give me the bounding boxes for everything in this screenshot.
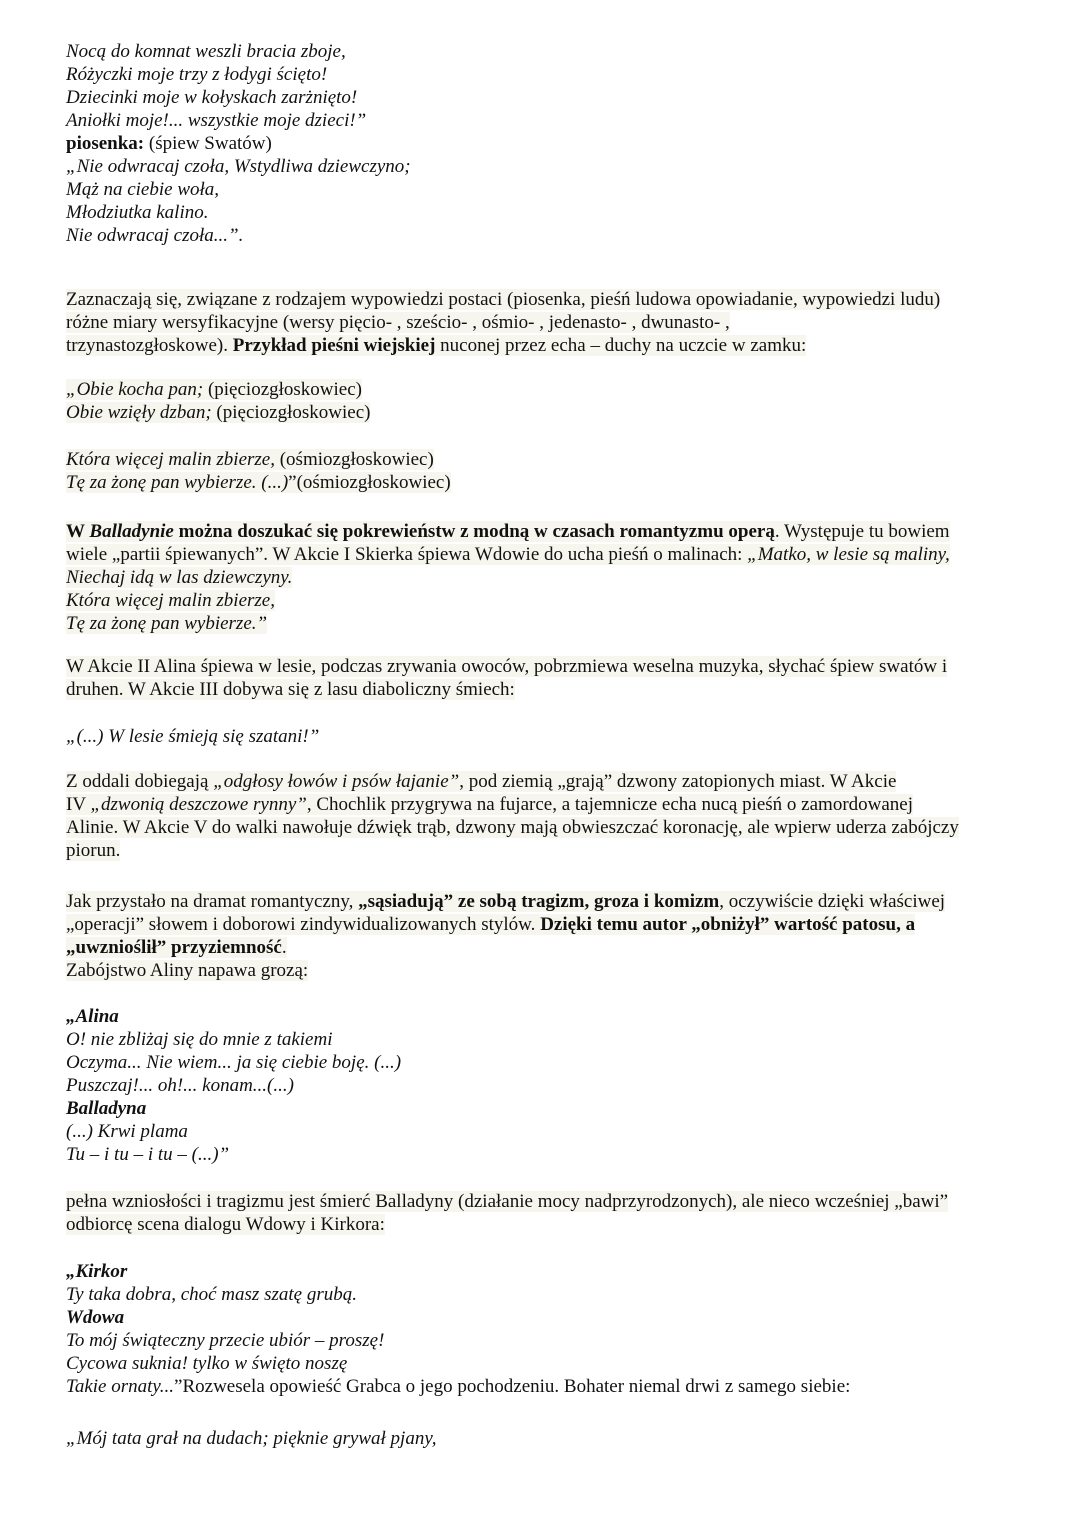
text-segment: piosenka: bbox=[66, 133, 145, 154]
text-line bbox=[66, 1283, 1026, 1306]
text-segment: „operacji” słowem i doborowi zindywidualizowanych stylów. bbox=[66, 914, 541, 935]
text-segment: (pięciozgłoskowiec) bbox=[203, 379, 363, 400]
paragraph bbox=[66, 520, 1026, 635]
text-line bbox=[66, 1051, 1026, 1074]
text-line bbox=[66, 543, 1026, 566]
text-line bbox=[66, 913, 1026, 936]
text-segment: „Alina bbox=[66, 1006, 119, 1027]
text-line bbox=[66, 816, 1026, 839]
paragraph bbox=[66, 725, 1026, 748]
text-segment: Takie ornaty... bbox=[66, 1376, 175, 1397]
text-line bbox=[66, 589, 1026, 612]
text-segment: Która więcej malin zbierze, bbox=[66, 590, 275, 611]
text-line bbox=[66, 839, 1026, 862]
text-segment: piorun. bbox=[66, 840, 121, 861]
text-line bbox=[66, 1143, 1026, 1166]
text-segment: „Kirkor bbox=[66, 1261, 128, 1282]
text-segment: wiele „partii śpiewanych”. W Akcie I Skierka śpiewa Wdowie do ucha pieśń o malinach: bbox=[66, 544, 748, 565]
text-segment: Balladyna bbox=[66, 1098, 147, 1119]
text-line bbox=[66, 566, 1026, 589]
text-line bbox=[66, 109, 1026, 132]
text-segment: Tę za żonę pan wybierze.” bbox=[66, 613, 268, 634]
text-segment: W Akcie II Alina śpiewa w lesie, podczas zrywania owoców, pobrzmiewa weselna muzyka, słychać śpiew swatów i bbox=[66, 656, 948, 677]
text-line bbox=[66, 1427, 1026, 1450]
text-line bbox=[66, 178, 1026, 201]
text-line bbox=[66, 132, 1026, 155]
text-segment: Nocą do komnat weszli bracia zboje, bbox=[66, 41, 346, 62]
text-line bbox=[66, 40, 1026, 63]
text-line bbox=[66, 1028, 1026, 1051]
text-segment: (pięciozgłoskowiec) bbox=[211, 402, 371, 423]
text-segment: Balladynie bbox=[89, 521, 174, 542]
text-segment: Obie wzięły dzban; bbox=[66, 402, 212, 423]
text-segment: ”Rozwesela opowieść Grabca o jego pochodzeniu. Bohater niemal drwi z samego siebie: bbox=[174, 1376, 851, 1397]
text-line bbox=[66, 471, 1026, 494]
text-segment: Tę za żonę pan wybierze. (...) bbox=[66, 472, 289, 493]
text-segment: Niechaj idą w las dziewczyny. bbox=[66, 567, 293, 588]
text-segment: nuconej przez echa – duchy na uczcie w zamku: bbox=[435, 335, 807, 356]
paragraph bbox=[66, 288, 1026, 357]
text-segment: Oczyma... Nie wiem... ja się ciebie boję. (...) bbox=[66, 1052, 402, 1073]
text-segment: pełna wzniosłości i tragizmu jest śmierć Balladyny (działanie mocy nadprzyrodzonych), ale nieco wcześniej „bawi” bbox=[66, 1191, 949, 1212]
text-segment: Tu – i tu – i tu – (...)” bbox=[66, 1144, 230, 1165]
text-segment: (ośmiozgłoskowiec) bbox=[274, 449, 434, 470]
text-line bbox=[66, 1005, 1026, 1028]
text-line bbox=[66, 890, 1026, 913]
text-line bbox=[66, 1375, 1026, 1398]
text-segment: Mąż na ciebie woła, bbox=[66, 179, 220, 200]
text-line bbox=[66, 1074, 1026, 1097]
text-segment: „Matko, w lesie są maliny, bbox=[747, 544, 950, 565]
text-segment: Aniołki moje!... wszystkie moje dzieci!” bbox=[66, 110, 367, 131]
text-segment: „Mój tata grał na dudach; pięknie grywał pjany, bbox=[66, 1428, 437, 1449]
text-line bbox=[66, 1120, 1026, 1143]
text-line bbox=[66, 311, 1026, 334]
text-segment: Cycowa suknia! tylko w święto noszę bbox=[66, 1353, 348, 1374]
text-line bbox=[66, 678, 1026, 701]
paragraph bbox=[66, 770, 1026, 862]
text-segment: druhen. W Akcie III dobywa się z lasu diaboliczny śmiech: bbox=[66, 679, 515, 700]
text-segment: IV bbox=[66, 794, 91, 815]
text-segment: (...) Krwi plama bbox=[66, 1121, 188, 1142]
text-line bbox=[66, 520, 1026, 543]
text-segment: Ty taka dobra, choć masz szatę grubą. bbox=[66, 1284, 357, 1305]
text-line bbox=[66, 1352, 1026, 1375]
text-line bbox=[66, 288, 1026, 311]
text-line bbox=[66, 155, 1026, 178]
text-segment: Zabójstwo Aliny napawa grozą: bbox=[66, 960, 309, 981]
text-line bbox=[66, 725, 1026, 748]
text-line bbox=[66, 63, 1026, 86]
text-line bbox=[66, 770, 1026, 793]
text-segment: O! nie zbliżaj się do mnie z takiemi bbox=[66, 1029, 333, 1050]
text-segment: Dzięki temu autor „obniżył” wartość patosu, a bbox=[540, 914, 916, 935]
text-segment: Alinie. W Akcie V do walki nawołuje dźwięk trąb, dzwony mają obwieszczać koronację, ale wpierw uderza zabójczy bbox=[66, 817, 959, 838]
text-segment: „sąsiadują” ze sobą tragizm, groza i komizm bbox=[358, 891, 720, 912]
text-line bbox=[66, 1213, 1026, 1236]
text-segment: W bbox=[66, 521, 90, 542]
text-line bbox=[66, 1097, 1026, 1120]
paragraph bbox=[66, 890, 1026, 982]
paragraph bbox=[66, 1190, 1026, 1236]
text-segment: ”(ośmiozgłoskowiec) bbox=[288, 472, 451, 493]
text-segment: , pod ziemią „grają” dzwony zatopionych miast. W Akcie bbox=[459, 771, 897, 792]
text-line bbox=[66, 201, 1026, 224]
text-segment: „odgłosy łowów i psów łajanie” bbox=[213, 771, 460, 792]
text-segment: (śpiew Swatów) bbox=[144, 133, 272, 154]
text-segment: Zaznaczają się, związane z rodzajem wypowiedzi postaci (piosenka, pieśń ludowa opowiadanie, wypowiedzi ludu) bbox=[66, 289, 941, 310]
text-line bbox=[66, 959, 1026, 982]
text-segment: To mój świąteczny przecie ubiór – proszę! bbox=[66, 1330, 385, 1351]
text-segment: . bbox=[281, 937, 287, 958]
paragraph bbox=[66, 655, 1026, 701]
text-segment: Z oddali dobiegają bbox=[66, 771, 214, 792]
text-segment: trzynastozgłoskowe). bbox=[66, 335, 233, 356]
text-line bbox=[66, 936, 1026, 959]
text-segment: można doszukać się pokrewieństw z modną w czasach romantyzmu operą bbox=[173, 521, 775, 542]
text-segment: „Nie odwracaj czoła, Wstydliwa dziewczyno; bbox=[66, 156, 411, 177]
text-segment: „Obie kocha pan; bbox=[66, 379, 204, 400]
text-segment: Młodziutka kalino. bbox=[66, 202, 209, 223]
text-segment: Wdowa bbox=[66, 1307, 125, 1328]
text-segment: Dziecinki moje w kołyskach zarżnięto! bbox=[66, 87, 358, 108]
text-line bbox=[66, 86, 1026, 109]
paragraph bbox=[66, 40, 1026, 247]
text-segment: „dzwonią deszczowe rynny” bbox=[90, 794, 307, 815]
text-line bbox=[66, 448, 1026, 471]
text-line bbox=[66, 655, 1026, 678]
text-segment: „(...) W lesie śmieją się szatani!” bbox=[66, 726, 320, 747]
paragraph bbox=[66, 1005, 1026, 1166]
text-segment: Przykład pieśni wiejskiej bbox=[232, 335, 436, 356]
text-segment: odbiorcę scena dialogu Wdowy i Kirkora: bbox=[66, 1214, 385, 1235]
text-line bbox=[66, 1306, 1026, 1329]
text-line bbox=[66, 334, 1026, 357]
paragraph bbox=[66, 1427, 1026, 1450]
text-line bbox=[66, 1329, 1026, 1352]
text-segment: „uwznioślił” przyziemność bbox=[66, 937, 282, 958]
text-segment: Puszczaj!... oh!... konam...(...) bbox=[66, 1075, 294, 1096]
text-line bbox=[66, 1190, 1026, 1213]
paragraph bbox=[66, 448, 1026, 494]
text-line bbox=[66, 224, 1026, 247]
text-line bbox=[66, 1260, 1026, 1283]
text-segment: , oczywiście dzięki właściwej bbox=[719, 891, 946, 912]
paragraph bbox=[66, 1260, 1026, 1398]
paragraph bbox=[66, 378, 1026, 424]
text-segment: Nie odwracaj czoła...”. bbox=[66, 225, 244, 246]
text-line bbox=[66, 612, 1026, 635]
text-segment: Jak przystało na dramat romantyczny, bbox=[66, 891, 359, 912]
text-line bbox=[66, 378, 1026, 401]
text-line bbox=[66, 401, 1026, 424]
text-segment: , Chochlik przygrywa na fujarce, a tajemnicze echa nucą pieśń o zamordowanej bbox=[306, 794, 914, 815]
text-line bbox=[66, 793, 1026, 816]
text-segment: różne miary wersyfikacyjne (wersy pięcio- , sześcio- , ośmio- , jedenasto- , dwunasto- , bbox=[66, 312, 730, 333]
text-segment: . Występuje tu bowiem bbox=[774, 521, 950, 542]
text-segment: Która więcej malin zbierze, bbox=[66, 449, 275, 470]
text-segment: Różyczki moje trzy z łodygi ścięto! bbox=[66, 64, 328, 85]
